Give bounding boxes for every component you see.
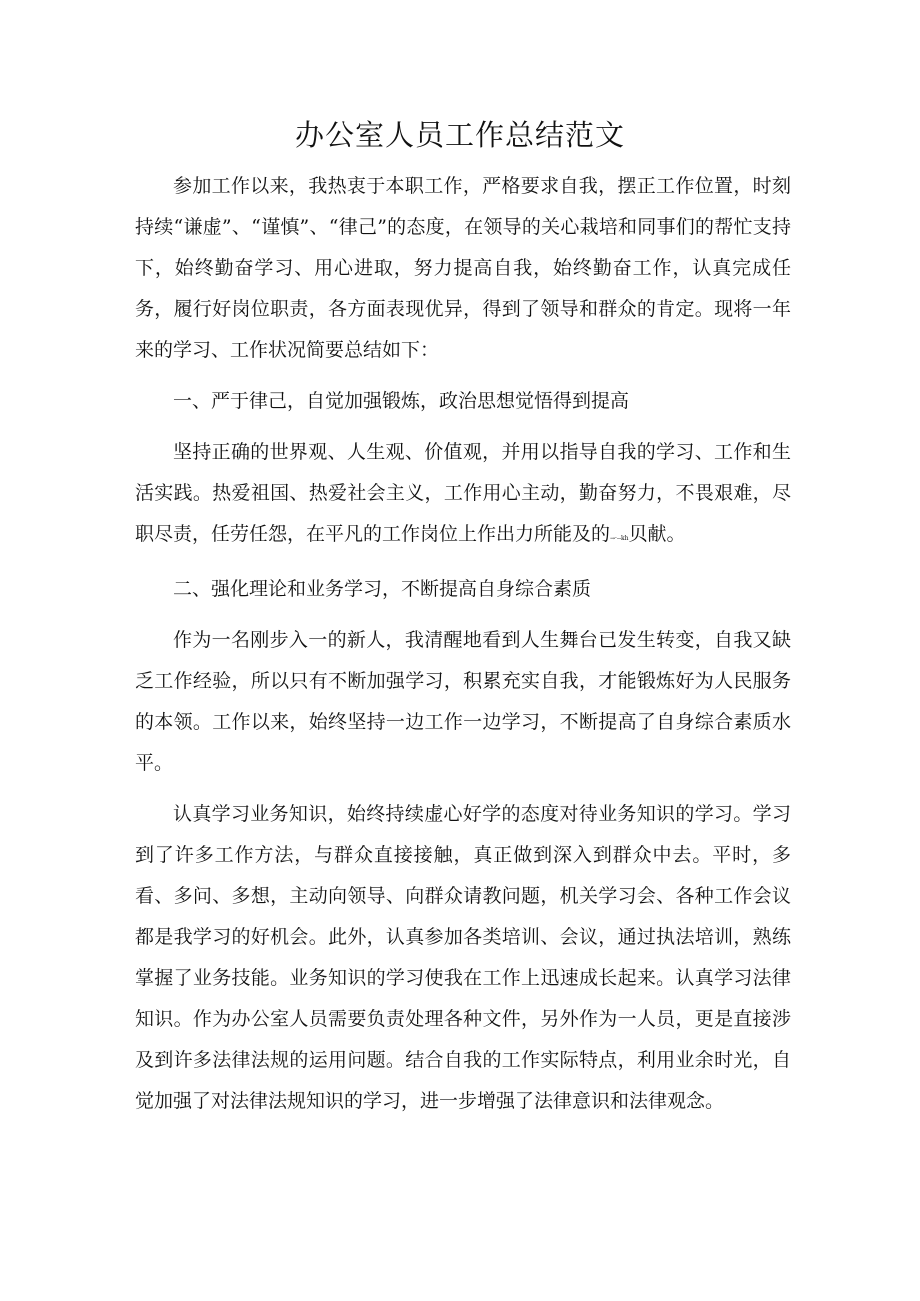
scan-artifact-text: →·--kh <box>610 535 629 542</box>
paragraph-section-2a: 作为一名刚步入一的新人，我清醒地看到人生舞台已发生转变，自我又缺乏工作经验，所以只有不断加强学习，积累充实自我，才能锻炼好为人民服务的本领。工作以来，始终坚持一边工作一边学习，不断提高了自身综合素质水平。 <box>135 629 791 774</box>
paragraph-intro: 参加工作以来，我热衷于本职工作，严格要求自我，摆正工作位置，时刻持续“谦虚”、“谨慎”、“律己”的态度，在领导的关心栽培和同事们的帮忙支持下，始终勤奋学习、用心进取，努力提高自我，始终勤奋工作，认真完成任务，履行好岗位职责，各方面表现优异，得到了领导和群众的肯定。现将一年来的学习、工作状况简要总结如下： <box>135 175 791 361</box>
section-heading-2: 二、强化理论和业务学习，不断提高自身综合素质 <box>173 578 592 600</box>
paragraph-section-1-text: 坚持正确的世界观、人生观、价值观，并用以指导自我的学习、工作和生活实践。热爱祖国、热爱社会主义，工作用心主动，勤奋努力，不畏艰难，尽职尽责，任劳任怨，在平凡的工作岗位上作出力所能及的 <box>135 441 791 545</box>
paragraph-section-1-tail: 贝献。 <box>628 523 686 545</box>
section-heading-1: 一、严于律己，自觉加强锻炼，政治思想觉悟得到提高 <box>173 390 630 412</box>
document-title: 办公室人员工作总结范文 <box>294 118 625 152</box>
document-body <box>135 166 791 1132</box>
paragraph-section-1 <box>135 432 791 559</box>
paragraph-section-2b: 认真学习业务知识，始终持续虚心好学的态度对待业务知识的学习。学习到了许多工作方法，与群众直接接触，真正做到深入到群众中去。平时，多看、多问、多想，主动向领导、向群众请教问题，机关学习会、各种工作会议都是我学习的好机会。此外，认真参加各类培训、会议，通过执法培训，熟练掌握了业务技能。业务知识的学习使我在工作上迅速成长起来。认真学习法律知识。作为办公室人员需要负责处理各种文件，另外作为一人员，更是直接涉及到许多法律法规的运用问题。结合自我的工作实际特点，利用业余时光，自觉加强了对法律法规知识的学习，进一步增强了法律意识和法律观念。 <box>135 803 791 1112</box>
